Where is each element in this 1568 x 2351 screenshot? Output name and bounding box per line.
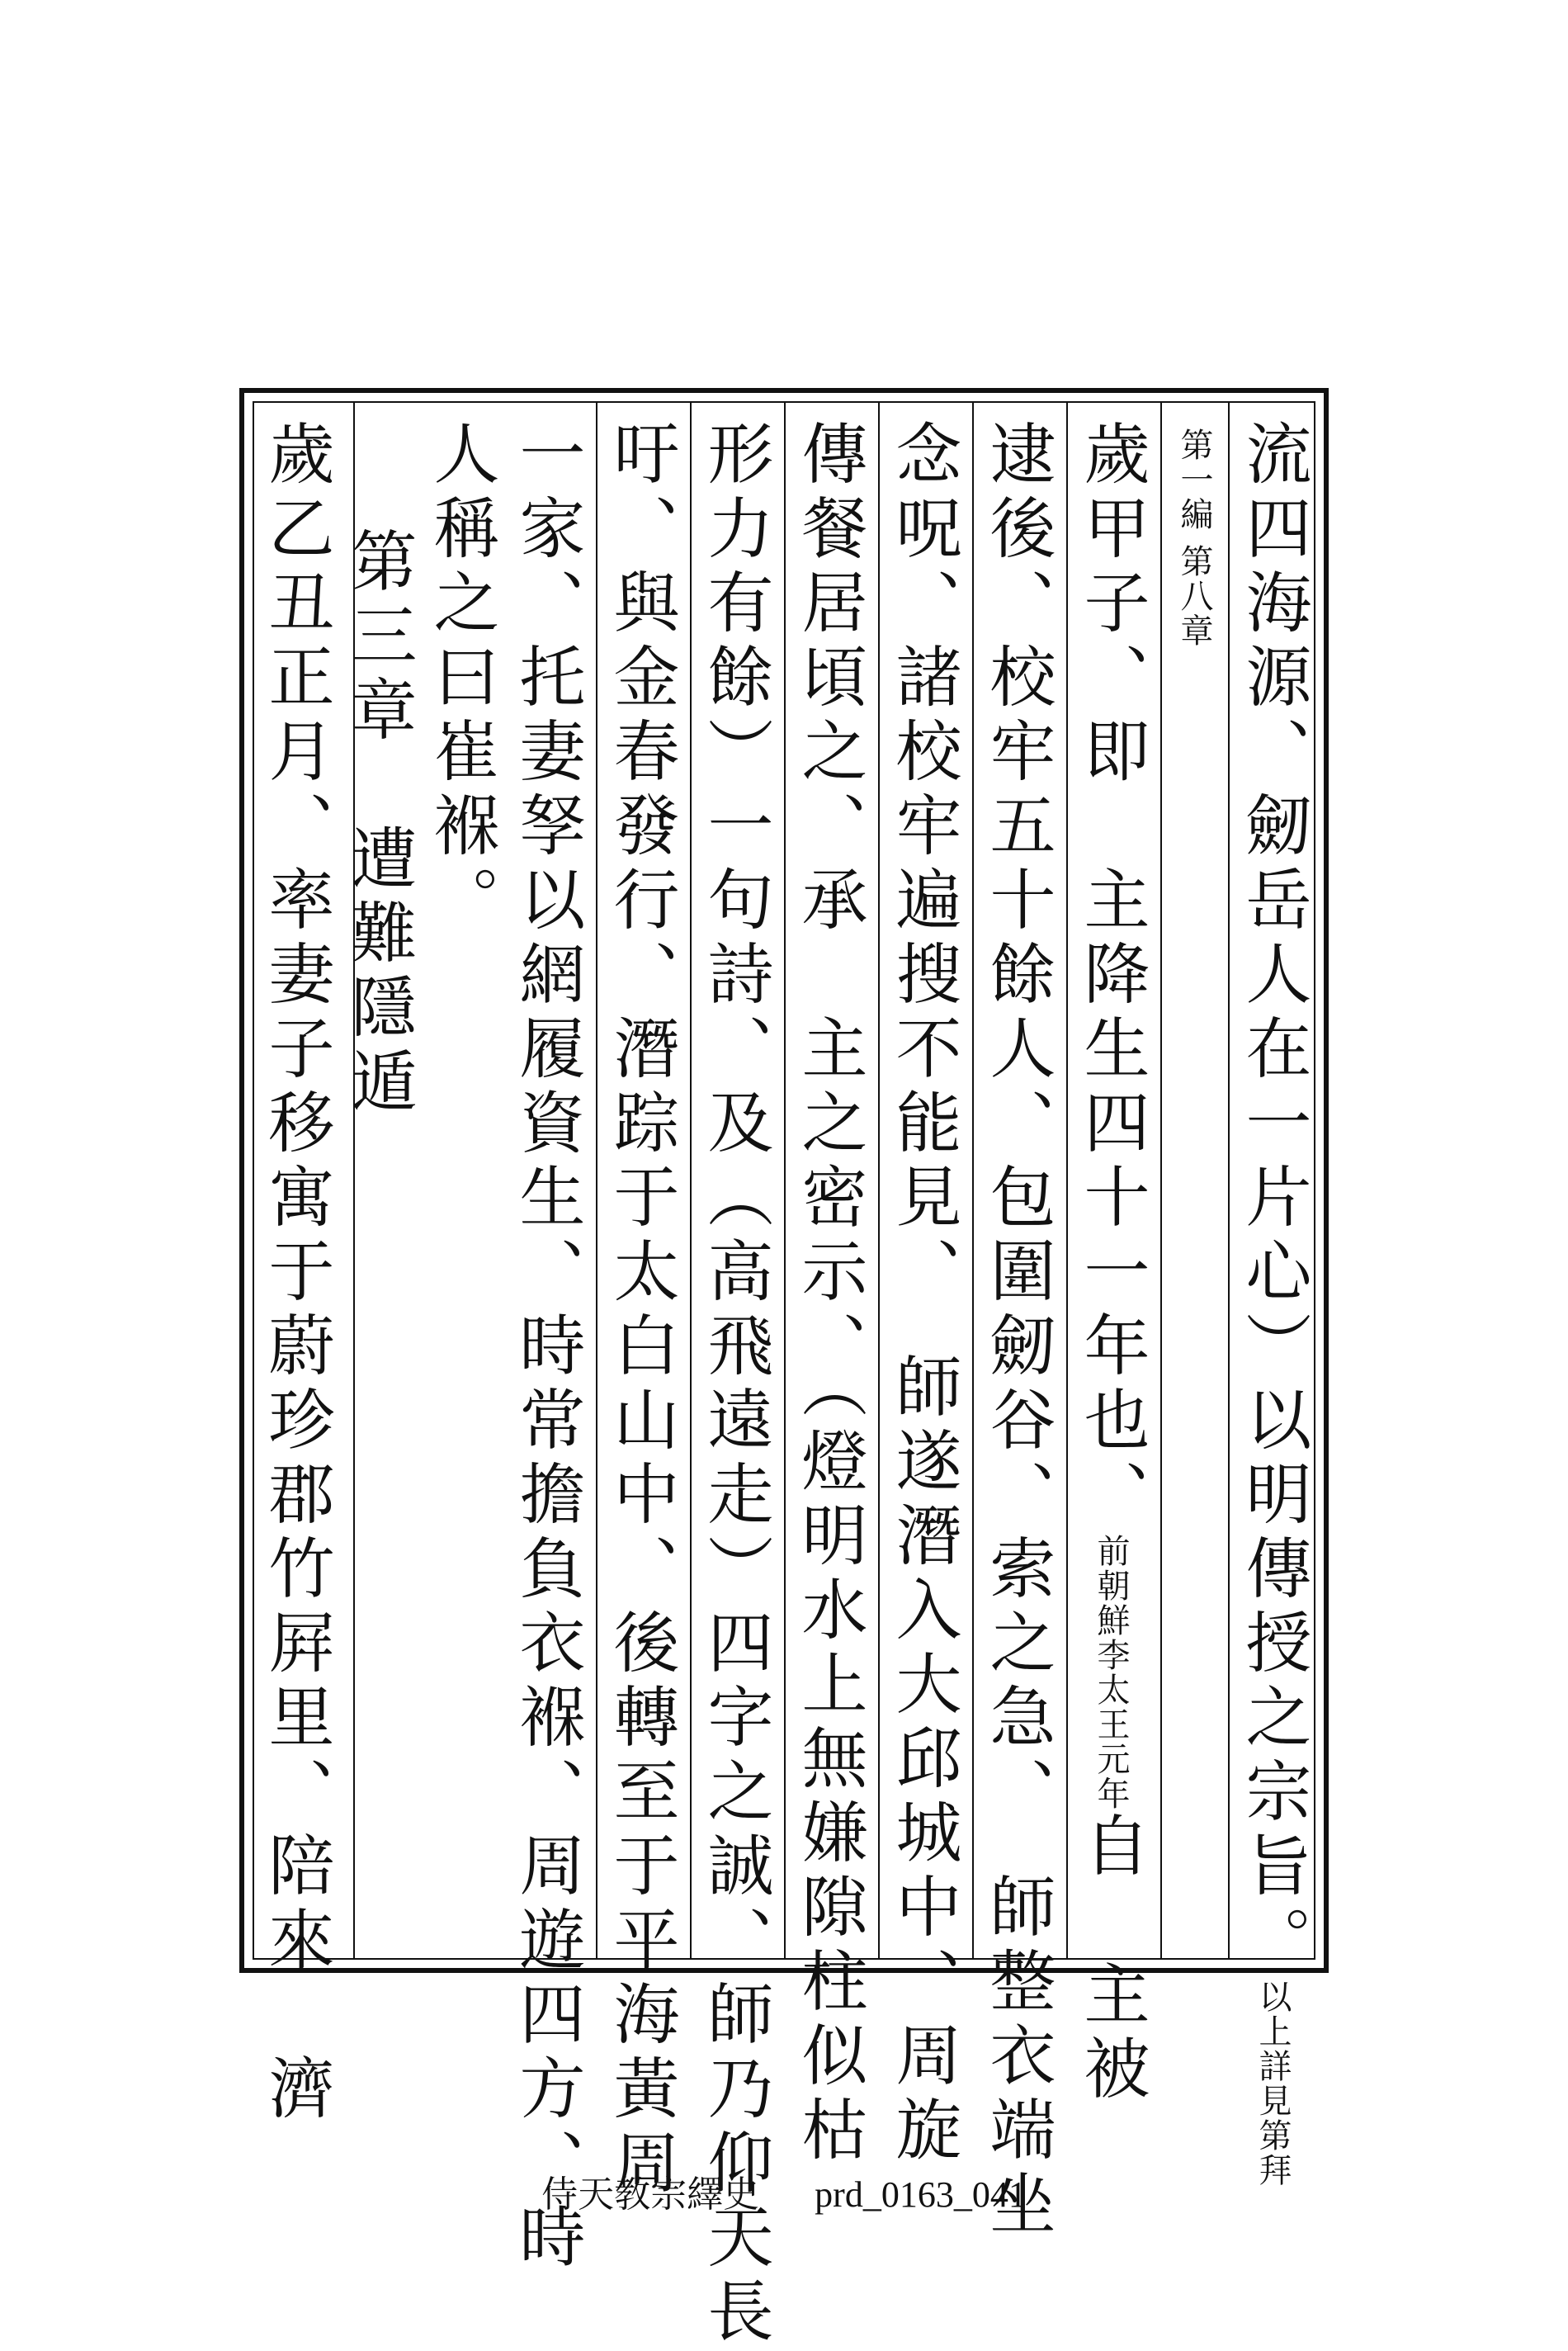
column-rule [784, 403, 786, 1958]
margin-heading: 第一編 第八章 [1175, 428, 1213, 648]
column-rule [972, 403, 974, 1958]
annotation: 前朝鮮李太王元年 [1092, 1534, 1130, 1811]
text-column-5: 念呪、諸校牢遍搜不能見、 師遂潛入大邱城中、周旋 [885, 419, 961, 2169]
column-rule [1160, 403, 1162, 1958]
text-column-3 [1073, 419, 1150, 2108]
column-rule [1228, 403, 1230, 1958]
text-column-9: 一家、托妻孥以網履資生、時常擔負衣褓、周遊四方、時 [508, 419, 585, 2277]
text-column-8: 吁、與金春發行、潛踪于太白山中、後轉至于平海黃周 [602, 419, 679, 2202]
annotation: 以上詳見第拜 [1254, 1980, 1292, 2188]
column-text: 流四海源、劒岳人在一片心）以明傳授之宗旨。 [1235, 419, 1311, 1980]
text-column-10: 人稱之曰崔褓。 [423, 419, 499, 939]
text-column-12: 歲乙丑正月、率妻子移寓于蔚珍郡竹屛里、陪來 濟 [257, 419, 334, 2128]
text-column-7: 形力有餘）一句詩、及（高飛遠走）四字之誠、師乃仰天長 [697, 419, 773, 2351]
column-rule [1066, 403, 1068, 1958]
column-rule [878, 403, 880, 1958]
column-text: 自 主被 [1073, 1811, 1150, 2108]
text-column-4: 逮後、校牢五十餘人、包圍劒谷、索之急、 師整衣端坐 [979, 419, 1056, 2244]
column-rule [596, 403, 597, 1958]
page-footer [0, 2164, 1568, 2217]
text-column-1 [1235, 419, 1311, 2188]
text-column-6: 傳餐居頃之、承 主之密示、（燈明水上無嫌隙柱似枯 [791, 419, 867, 2169]
page-code: prd_0163_041 [815, 2174, 1027, 2215]
column-text: 歲甲子、即 主降生四十一年也、 [1073, 419, 1150, 1534]
chapter-heading: 第三章 遭難隱遁 [340, 527, 417, 1121]
book-title: 侍天教宗繹史 [541, 2174, 760, 2215]
column-rule [690, 403, 692, 1958]
